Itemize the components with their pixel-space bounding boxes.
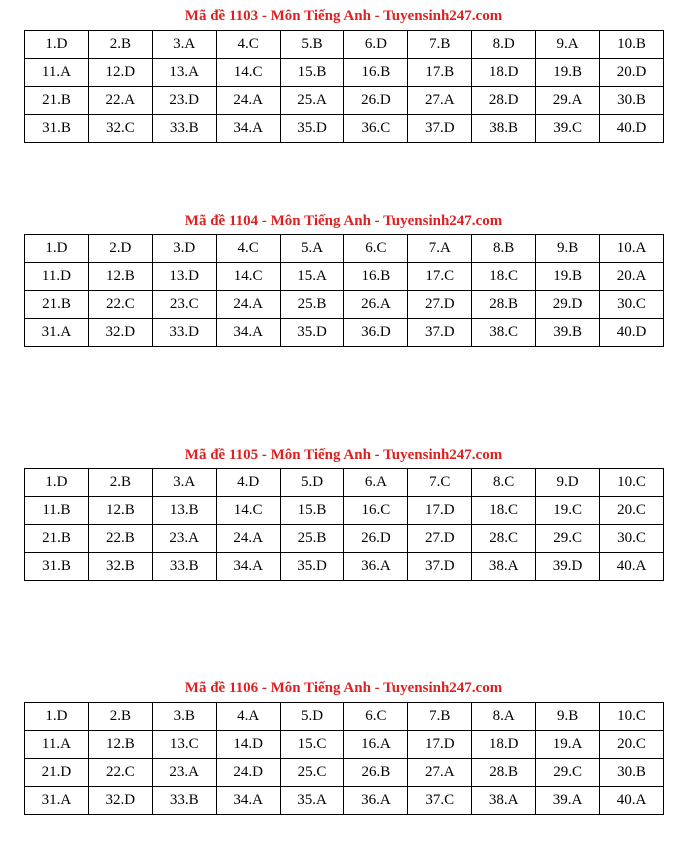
answer-cell: 2.D: [88, 235, 152, 263]
answer-cell: 20.C: [600, 497, 664, 525]
answer-cell: 35.D: [280, 115, 344, 143]
answer-cell: 20.D: [600, 59, 664, 87]
answer-cell: 21.B: [25, 291, 89, 319]
answer-cell: 40.D: [600, 115, 664, 143]
answer-cell: 6.D: [344, 31, 408, 59]
answer-cell: 40.A: [600, 553, 664, 581]
answer-cell: 36.C: [344, 115, 408, 143]
answer-cell: 24.A: [216, 87, 280, 115]
answer-cell: 32.D: [88, 787, 152, 815]
answer-cell: 18.D: [472, 59, 536, 87]
answer-cell: 39.C: [536, 115, 600, 143]
answer-cell: 33.B: [152, 787, 216, 815]
answer-cell: 6.A: [344, 469, 408, 497]
answer-cell: 34.A: [216, 553, 280, 581]
answer-cell: 25.A: [280, 87, 344, 115]
answer-cell: 39.A: [536, 787, 600, 815]
answer-cell: 20.C: [600, 731, 664, 759]
answer-cell: 17.B: [408, 59, 472, 87]
answer-cell: 13.D: [152, 263, 216, 291]
answer-cell: 8.A: [472, 703, 536, 731]
answer-cell: 22.C: [88, 759, 152, 787]
answer-cell: 37.D: [408, 553, 472, 581]
answer-cell: 27.A: [408, 87, 472, 115]
answer-cell: 24.D: [216, 759, 280, 787]
answer-cell: 36.D: [344, 319, 408, 347]
answer-cell: 28.D: [472, 87, 536, 115]
answer-cell: 14.C: [216, 497, 280, 525]
answer-cell: 34.A: [216, 319, 280, 347]
answer-cell: 10.B: [600, 31, 664, 59]
answer-cell: 15.C: [280, 731, 344, 759]
answer-cell: 1.D: [25, 703, 89, 731]
answer-cell: 5.D: [280, 469, 344, 497]
answer-cell: 11.B: [25, 497, 89, 525]
answer-cell: 30.B: [600, 87, 664, 115]
answer-cell: 3.D: [152, 235, 216, 263]
answer-cell: 14.C: [216, 263, 280, 291]
answer-cell: 9.D: [536, 469, 600, 497]
answer-cell: 15.A: [280, 263, 344, 291]
answer-cell: 34.A: [216, 115, 280, 143]
answer-cell: 30.C: [600, 525, 664, 553]
answer-cell: 23.C: [152, 291, 216, 319]
answer-cell: 12.B: [88, 497, 152, 525]
answer-row: [25, 731, 664, 759]
answer-cell: 4.D: [216, 469, 280, 497]
answer-cell: 5.D: [280, 703, 344, 731]
answer-row: [25, 291, 664, 319]
answer-cell: 19.C: [536, 497, 600, 525]
answer-cell: 18.D: [472, 731, 536, 759]
answer-cell: 7.B: [408, 703, 472, 731]
answer-cell: 15.B: [280, 59, 344, 87]
answer-cell: 1.D: [25, 31, 89, 59]
answer-cell: 28.B: [472, 291, 536, 319]
answer-cell: 40.D: [600, 319, 664, 347]
answer-cell: 19.B: [536, 59, 600, 87]
section-title-1103: Mã đề 1103 - Môn Tiếng Anh - Tuyensinh247.com: [184, 8, 503, 24]
answer-cell: 37.C: [408, 787, 472, 815]
answer-cell: 8.D: [472, 31, 536, 59]
answer-row: [25, 553, 664, 581]
answer-cell: 13.B: [152, 497, 216, 525]
answer-cell: 29.C: [536, 525, 600, 553]
answer-row: [25, 469, 664, 497]
answer-cell: 35.A: [280, 787, 344, 815]
answer-cell: 20.A: [600, 263, 664, 291]
answer-cell: 37.D: [408, 319, 472, 347]
answer-cell: 27.A: [408, 759, 472, 787]
answer-cell: 23.D: [152, 87, 216, 115]
answer-cell: 38.B: [472, 115, 536, 143]
answer-row: [25, 31, 664, 59]
answer-cell: 31.A: [25, 787, 89, 815]
answer-cell: 31.B: [25, 115, 89, 143]
answer-cell: 16.B: [344, 263, 408, 291]
answer-cell: 19.B: [536, 263, 600, 291]
section-title-1106: Mã đề 1106 - Môn Tiếng Anh - Tuyensinh247.com: [184, 680, 503, 696]
answer-cell: 28.C: [472, 525, 536, 553]
answer-cell: 23.A: [152, 525, 216, 553]
answer-cell: 9.B: [536, 703, 600, 731]
answer-cell: 36.A: [344, 553, 408, 581]
answer-cell: 21.D: [25, 759, 89, 787]
answer-row: [25, 87, 664, 115]
answer-cell: 22.A: [88, 87, 152, 115]
answer-cell: 29.D: [536, 291, 600, 319]
answer-row: [25, 115, 664, 143]
answer-row: [25, 703, 664, 731]
answer-cell: 2.B: [88, 469, 152, 497]
answer-cell: 37.D: [408, 115, 472, 143]
answer-cell: 8.B: [472, 235, 536, 263]
answer-cell: 22.C: [88, 291, 152, 319]
answer-row: [25, 525, 664, 553]
answer-row: [25, 263, 664, 291]
answer-cell: 32.C: [88, 115, 152, 143]
answer-cell: 29.A: [536, 87, 600, 115]
answer-cell: 30.C: [600, 291, 664, 319]
answer-cell: 4.C: [216, 235, 280, 263]
answer-cell: 11.D: [25, 263, 89, 291]
answer-cell: 4.C: [216, 31, 280, 59]
answer-cell: 16.C: [344, 497, 408, 525]
answer-cell: 17.D: [408, 731, 472, 759]
answer-cell: 38.A: [472, 787, 536, 815]
answer-cell: 14.D: [216, 731, 280, 759]
answer-cell: 26.D: [344, 525, 408, 553]
answer-cell: 5.A: [280, 235, 344, 263]
answer-cell: 39.B: [536, 319, 600, 347]
answer-cell: 21.B: [25, 525, 89, 553]
answer-cell: 19.A: [536, 731, 600, 759]
answer-row: [25, 319, 664, 347]
answer-cell: 17.C: [408, 263, 472, 291]
answer-table-1105: [24, 468, 664, 581]
answer-cell: 3.A: [152, 469, 216, 497]
answer-cell: 25.B: [280, 525, 344, 553]
answer-cell: 39.D: [536, 553, 600, 581]
answer-cell: 7.C: [408, 469, 472, 497]
answer-cell: 25.B: [280, 291, 344, 319]
answer-cell: 27.D: [408, 525, 472, 553]
answer-cell: 33.B: [152, 115, 216, 143]
answer-cell: 1.D: [25, 469, 89, 497]
answer-cell: 11.A: [25, 731, 89, 759]
answer-table-1106: [24, 702, 664, 815]
answer-row: [25, 235, 664, 263]
answer-cell: 11.A: [25, 59, 89, 87]
answer-cell: 21.B: [25, 87, 89, 115]
answer-cell: 35.D: [280, 553, 344, 581]
answer-cell: 38.C: [472, 319, 536, 347]
answer-cell: 25.C: [280, 759, 344, 787]
answer-cell: 26.D: [344, 87, 408, 115]
answer-cell: 17.D: [408, 497, 472, 525]
answer-cell: 7.B: [408, 31, 472, 59]
answer-cell: 6.C: [344, 703, 408, 731]
answer-cell: 26.B: [344, 759, 408, 787]
answer-row: [25, 759, 664, 787]
answer-cell: 30.B: [600, 759, 664, 787]
answer-cell: 10.A: [600, 235, 664, 263]
answer-row: [25, 497, 664, 525]
section-title-1104: Mã đề 1104 - Môn Tiếng Anh - Tuyensinh247.com: [184, 213, 503, 229]
answer-cell: 24.A: [216, 291, 280, 319]
answer-cell: 12.B: [88, 731, 152, 759]
answer-cell: 33.D: [152, 319, 216, 347]
answer-cell: 31.A: [25, 319, 89, 347]
answer-cell: 13.C: [152, 731, 216, 759]
answer-cell: 38.A: [472, 553, 536, 581]
answer-cell: 7.A: [408, 235, 472, 263]
answer-cell: 13.A: [152, 59, 216, 87]
answer-cell: 36.A: [344, 787, 408, 815]
answer-cell: 35.D: [280, 319, 344, 347]
answer-cell: 9.B: [536, 235, 600, 263]
answer-cell: 16.A: [344, 731, 408, 759]
answer-cell: 14.C: [216, 59, 280, 87]
answer-cell: 26.A: [344, 291, 408, 319]
answer-cell: 18.C: [472, 497, 536, 525]
answer-cell: 24.A: [216, 525, 280, 553]
answer-cell: 10.C: [600, 703, 664, 731]
answer-table-1103: [24, 30, 664, 143]
answer-cell: 12.D: [88, 59, 152, 87]
section-title-1105: Mã đề 1105 - Môn Tiếng Anh - Tuyensinh247.com: [184, 447, 503, 463]
answer-cell: 12.B: [88, 263, 152, 291]
answer-cell: 1.D: [25, 235, 89, 263]
answer-cell: 34.A: [216, 787, 280, 815]
answer-cell: 23.A: [152, 759, 216, 787]
answer-cell: 3.B: [152, 703, 216, 731]
answer-cell: 4.A: [216, 703, 280, 731]
answer-cell: 9.A: [536, 31, 600, 59]
answer-cell: 16.B: [344, 59, 408, 87]
answer-cell: 18.C: [472, 263, 536, 291]
answer-cell: 33.B: [152, 553, 216, 581]
answer-cell: 8.C: [472, 469, 536, 497]
answer-cell: 22.B: [88, 525, 152, 553]
answer-cell: 31.B: [25, 553, 89, 581]
answer-row: [25, 787, 664, 815]
answer-cell: 6.C: [344, 235, 408, 263]
answer-cell: 40.A: [600, 787, 664, 815]
answer-cell: 28.B: [472, 759, 536, 787]
answer-cell: 15.B: [280, 497, 344, 525]
answer-row: [25, 59, 664, 87]
answer-cell: 5.B: [280, 31, 344, 59]
answer-cell: 2.B: [88, 31, 152, 59]
answer-cell: 29.C: [536, 759, 600, 787]
answer-cell: 27.D: [408, 291, 472, 319]
answer-cell: 10.C: [600, 469, 664, 497]
answer-cell: 32.D: [88, 319, 152, 347]
answer-cell: 2.B: [88, 703, 152, 731]
answer-table-1104: [24, 234, 664, 347]
answer-cell: 3.A: [152, 31, 216, 59]
answer-cell: 32.B: [88, 553, 152, 581]
